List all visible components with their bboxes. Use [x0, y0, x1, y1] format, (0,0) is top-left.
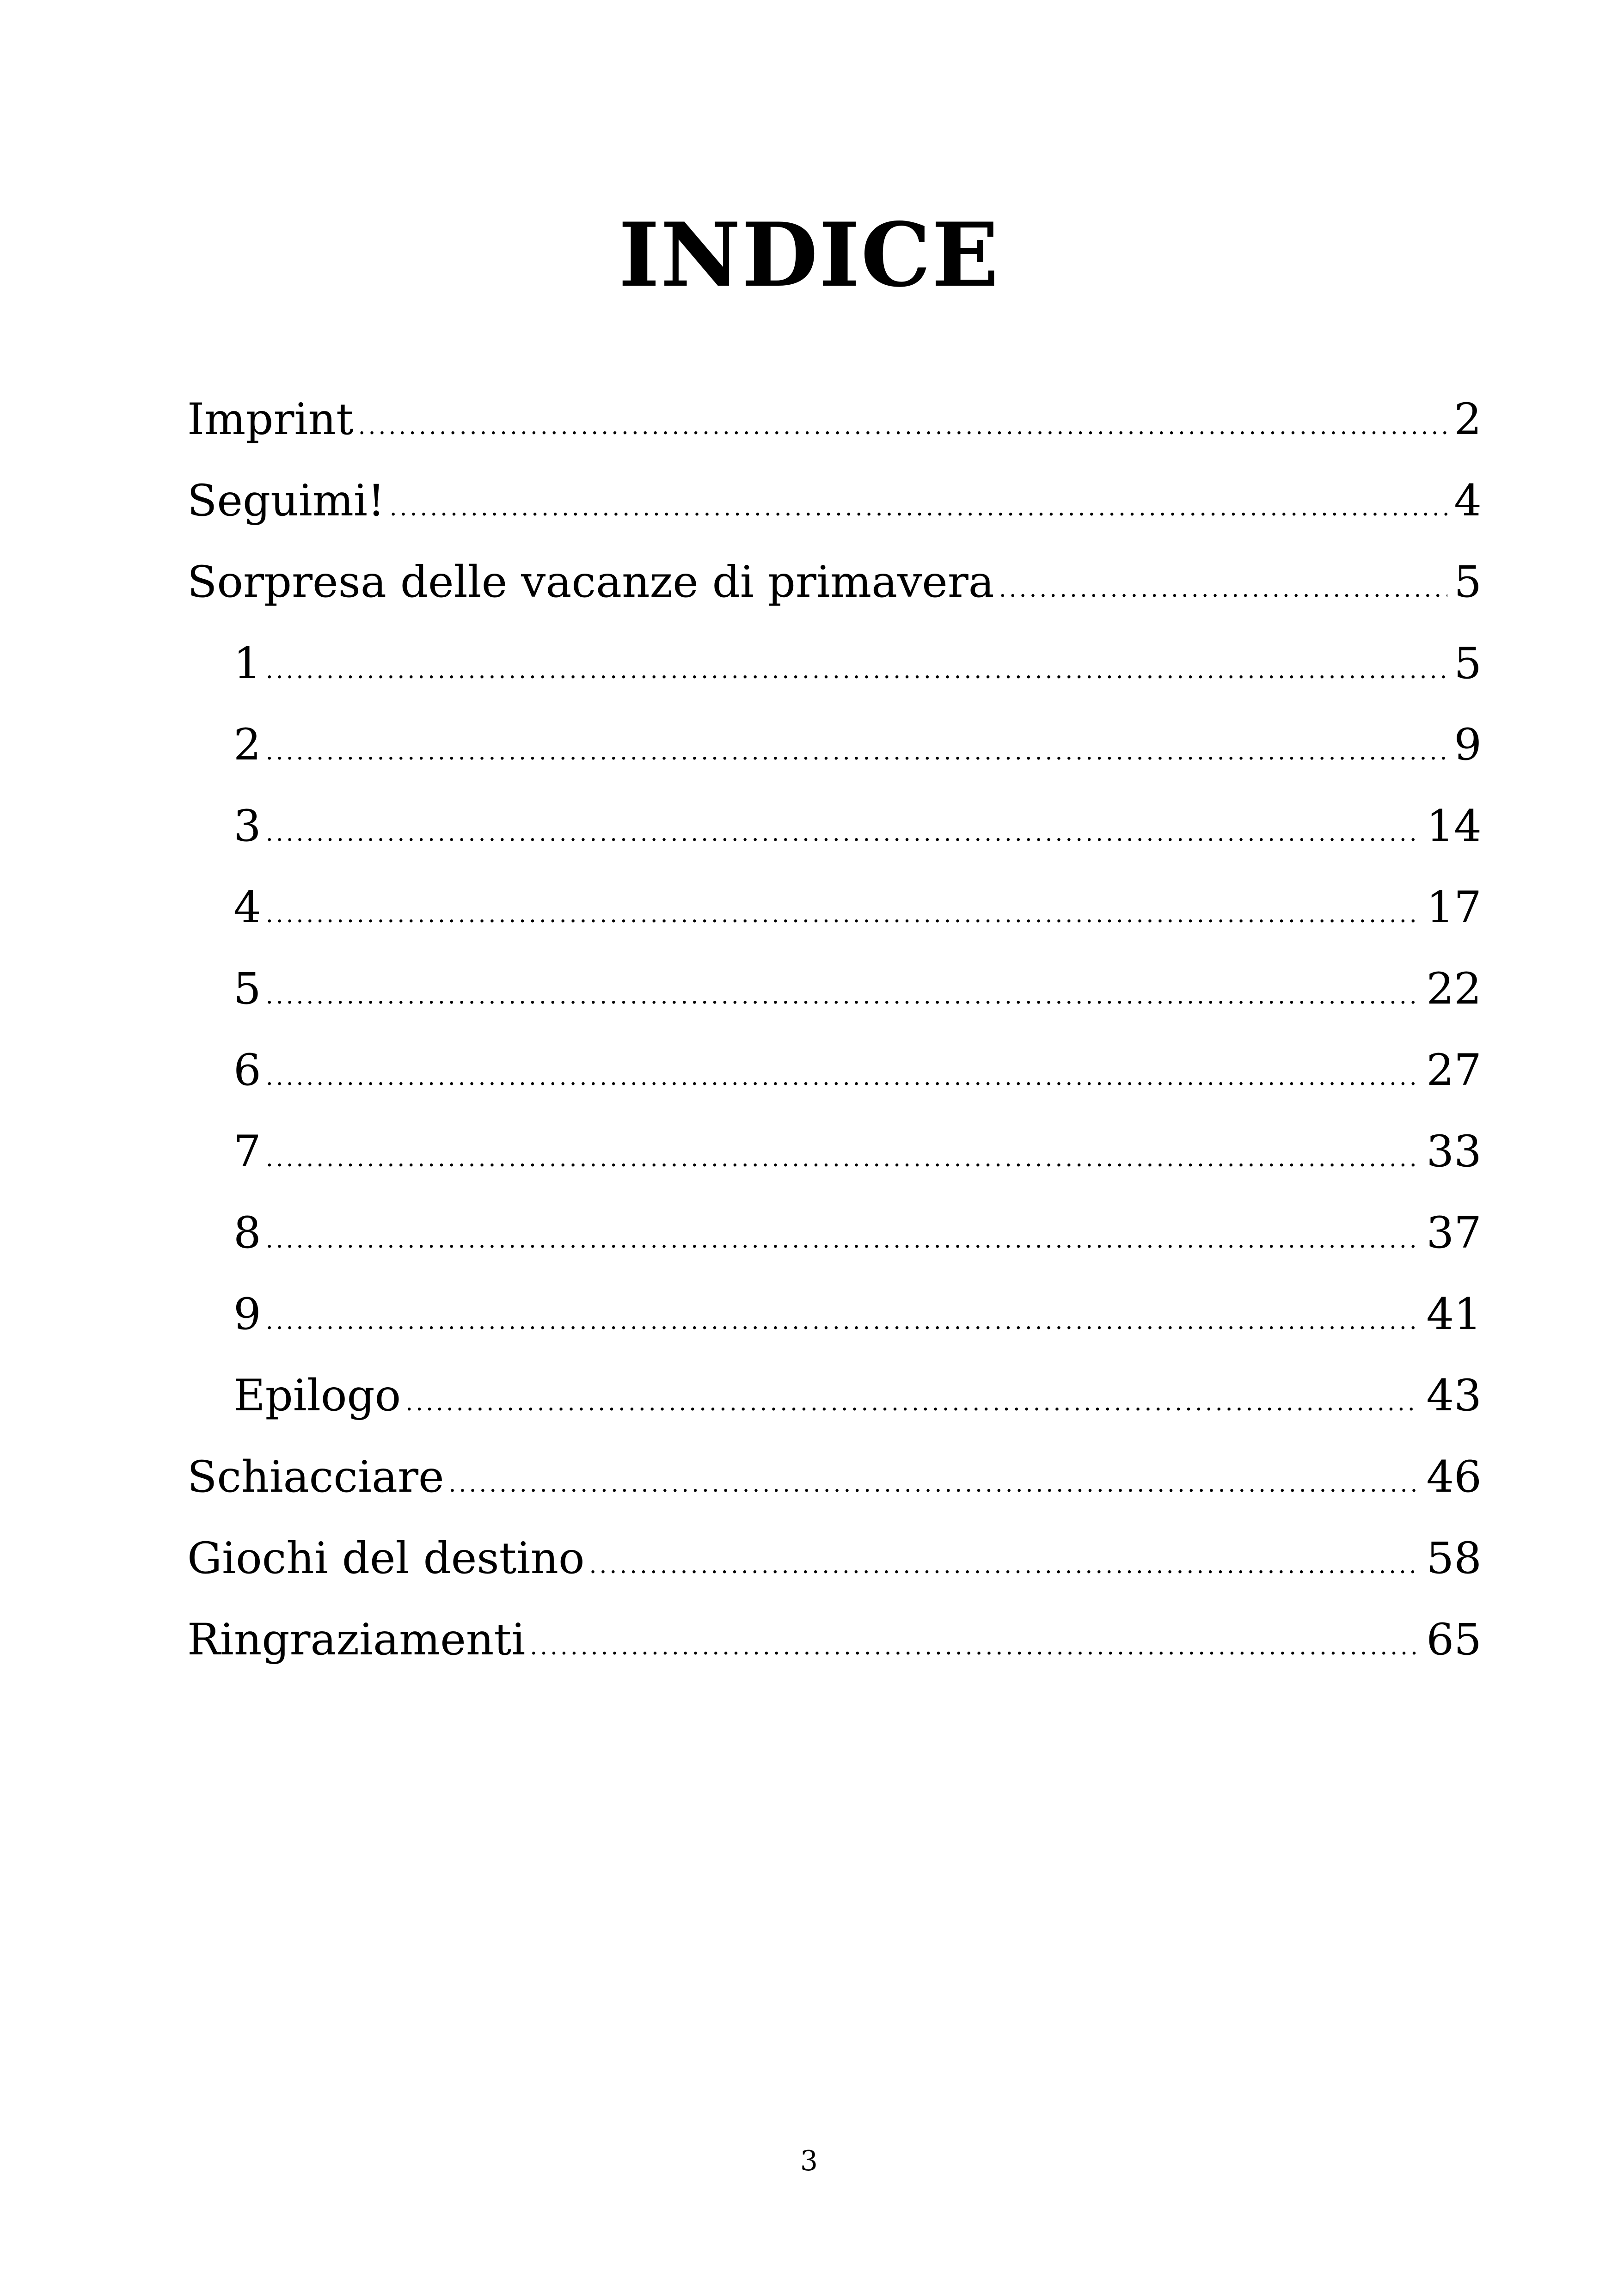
toc-leader-dots: [358, 386, 1447, 467]
toc-entry[interactable]: [187, 1111, 1482, 1193]
toc-entry-label: 8: [233, 1208, 261, 1258]
toc-entry-label: Seguimi!: [187, 476, 385, 526]
toc-entry[interactable]: [187, 1518, 1482, 1599]
toc-entry-label: 7: [233, 1127, 261, 1177]
toc-entry-page: 33: [1426, 1127, 1482, 1177]
toc-entry-label: Schiacciare: [187, 1452, 444, 1502]
toc-entry-label: 4: [233, 882, 261, 933]
toc-leader-dots: [266, 1280, 1420, 1362]
toc-entry[interactable]: [187, 379, 1482, 460]
toc-entry-label: Imprint: [187, 394, 354, 445]
toc-entry-label: 2: [233, 720, 261, 770]
toc-entry-page: 9: [1454, 720, 1482, 770]
toc-entry-page: 22: [1426, 964, 1482, 1014]
toc-entry-label: 1: [233, 638, 261, 689]
toc-entry-page: 5: [1454, 557, 1482, 607]
toc-entry-page: 4: [1454, 476, 1482, 526]
toc-entry[interactable]: [187, 1599, 1482, 1681]
toc-leader-dots: [999, 548, 1447, 630]
toc-entry-label: 5: [233, 964, 261, 1014]
toc-leader-dots: [390, 467, 1447, 548]
toc-entry[interactable]: [187, 949, 1482, 1030]
toc-leader-dots: [266, 1118, 1420, 1199]
toc-entry-page: 43: [1426, 1371, 1482, 1421]
toc-entry-page: 5: [1454, 638, 1482, 689]
toc-entry[interactable]: [187, 867, 1482, 949]
toc-leader-dots: [266, 1036, 1420, 1118]
toc-entry[interactable]: [187, 542, 1482, 623]
toc-entry-page: 14: [1426, 801, 1482, 851]
toc-leader-dots: [266, 874, 1420, 955]
toc-leader-dots: [405, 1362, 1420, 1443]
toc-entry-page: 41: [1426, 1289, 1482, 1340]
toc-entry[interactable]: [187, 786, 1482, 867]
toc-entry[interactable]: [187, 704, 1482, 786]
toc-entry-label: Epilogo: [233, 1371, 401, 1421]
toc-entry-label: 9: [233, 1289, 261, 1340]
toc-entry[interactable]: [187, 1030, 1482, 1111]
toc-entry-page: 46: [1426, 1452, 1482, 1502]
toc-entry-label: Giochi del destino: [187, 1533, 585, 1584]
toc-leader-dots: [530, 1606, 1420, 1687]
toc-entry[interactable]: [187, 1193, 1482, 1274]
page-number: 3: [800, 2145, 818, 2177]
toc-leader-dots: [266, 955, 1420, 1036]
toc-entry-page: 27: [1426, 1045, 1482, 1096]
toc-entry-page: 37: [1426, 1208, 1482, 1258]
toc-entry[interactable]: [187, 460, 1482, 542]
toc-leader-dots: [589, 1525, 1420, 1606]
toc-leader-dots: [266, 630, 1447, 711]
table-of-contents: [187, 379, 1482, 1681]
toc-entry-page: 2: [1454, 394, 1482, 445]
toc-leader-dots: [266, 711, 1447, 792]
toc-entry[interactable]: [187, 1355, 1482, 1437]
toc-leader-dots: [266, 792, 1420, 874]
toc-leader-dots: [266, 1199, 1420, 1280]
toc-entry[interactable]: [187, 1274, 1482, 1355]
toc-entry-page: 58: [1426, 1533, 1482, 1584]
page-title: INDICE: [618, 203, 1000, 307]
toc-entry-page: 17: [1426, 882, 1482, 933]
toc-leader-dots: [449, 1443, 1420, 1525]
toc-entry[interactable]: [187, 623, 1482, 704]
toc-entry-label: 6: [233, 1045, 261, 1096]
toc-entry-label: Sorpresa delle vacanze di primavera: [187, 557, 994, 607]
toc-entry-label: 3: [233, 801, 261, 851]
toc-entry[interactable]: [187, 1437, 1482, 1518]
toc-entry-page: 65: [1426, 1615, 1482, 1665]
toc-entry-label: Ringraziamenti: [187, 1615, 526, 1665]
